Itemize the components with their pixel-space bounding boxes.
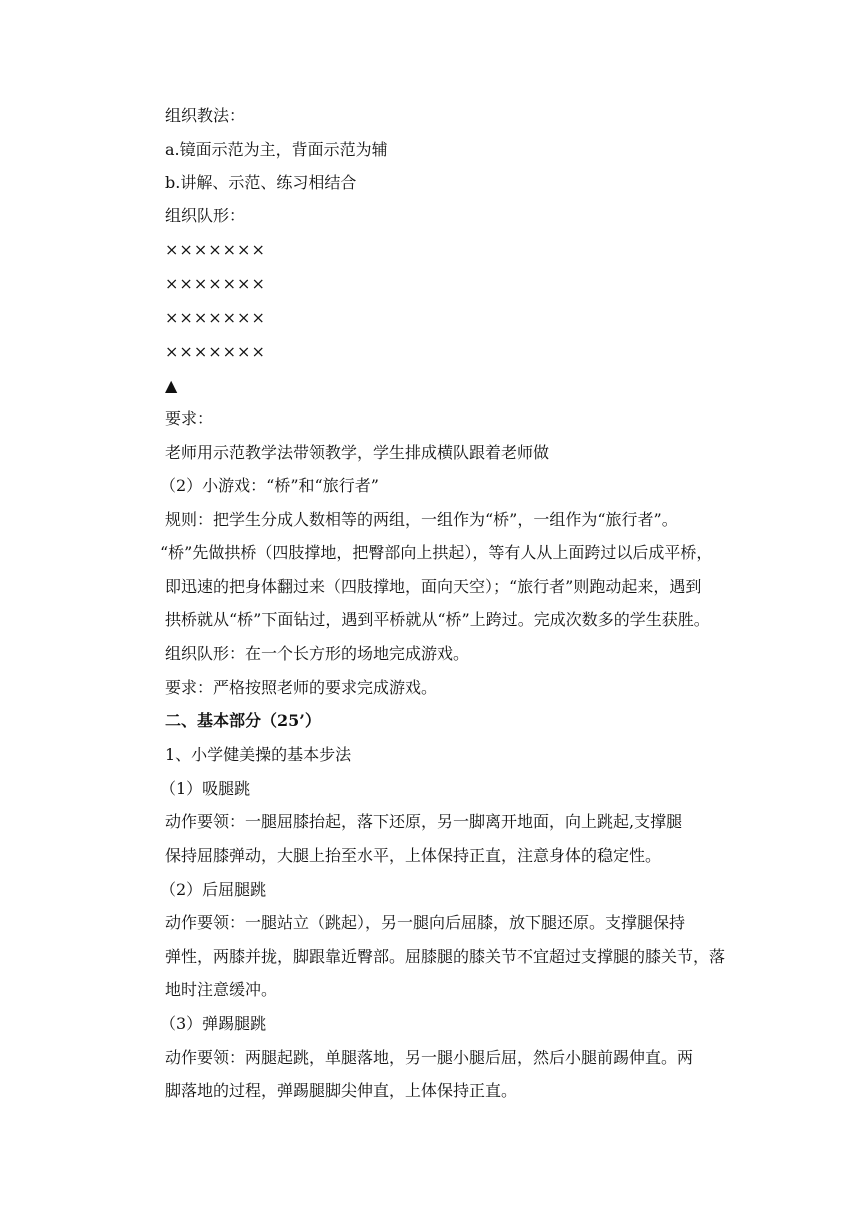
game-title: （2）小游戏：“桥”和“旅行者” <box>160 476 379 495</box>
step-2-desc-line-3: 地时注意缓冲。 <box>165 980 278 999</box>
game-rules-line-4: 拱桥就从“桥”下面钻过，遇到平桥就从“桥”上跨过。完成次数多的学生获胜。 <box>165 610 710 629</box>
method-a: a.镜面示范为主，背面示范为辅 <box>165 140 388 159</box>
step-1-title: （1）吸腿跳 <box>160 779 251 798</box>
heading-organization-method: 组织教法： <box>165 106 246 125</box>
subsection-basic-steps: 1、小学健美操的基本步法 <box>165 745 352 764</box>
game-formation: 组织队形：在一个长方形的场地完成游戏。 <box>165 644 470 663</box>
game-requirements: 要求：严格按照老师的要求完成游戏。 <box>165 678 438 697</box>
game-rules-line-2: “桥”先做拱桥（四肢撑地，把臀部向上拱起），等有人从上面跨过以后成平桥， <box>160 543 713 562</box>
heading-requirements: 要求： <box>165 409 214 428</box>
section-basic-part: 二、基本部分（25’） <box>165 711 321 730</box>
step-2-desc-line-1: 动作要领：一腿站立（跳起），另一腿向后屈膝，放下腿还原。支撑腿保持 <box>165 913 686 932</box>
step-1-desc-line-2: 保持屈膝弹动，大腿上抬至水平，上体保持正直，注意身体的稳定性。 <box>165 846 662 865</box>
step-2-title: （2）后屈腿跳 <box>160 880 267 899</box>
step-3-desc-line-2: 脚落地的过程，弹踢腿脚尖伸直，上体保持正直。 <box>165 1081 518 1100</box>
step-1-desc-line-1: 动作要领：一腿屈膝抬起，落下还原，另一脚离开地面，向上跳起,支撑腿 <box>165 812 683 831</box>
formation-row-2: ××××××× <box>165 274 266 293</box>
game-rules-line-3: 即迅速的把身体翻过来（四肢撑地，面向天空）；“旅行者”则跑动起来，遇到 <box>165 577 702 596</box>
formation-row-1: ××××××× <box>165 240 266 259</box>
method-b: b.讲解、示范、练习相结合 <box>165 173 357 192</box>
step-3-desc-line-1: 动作要领：两腿起跳，单腿落地，另一腿小腿后屈，然后小腿前踢伸直。两 <box>165 1048 694 1067</box>
heading-formation: 组织队形： <box>165 206 246 225</box>
step-3-title: （3）弹踢腿跳 <box>160 1014 267 1033</box>
formation-row-4: ××××××× <box>165 342 266 361</box>
requirements-text: 老师用示范教学法带领教学，学生排成横队跟着老师做 <box>165 443 550 462</box>
game-rules-line-1: 规则：把学生分成人数相等的两组，一组作为“桥”，一组作为“旅行者”。 <box>165 510 678 529</box>
teacher-marker: ▲ <box>165 376 178 395</box>
formation-row-3: ××××××× <box>165 308 266 327</box>
step-2-desc-line-2: 弹性，两膝并拢，脚跟靠近臀部。屈膝腿的膝关节不宜超过支撑腿的膝关节，落 <box>165 947 726 966</box>
